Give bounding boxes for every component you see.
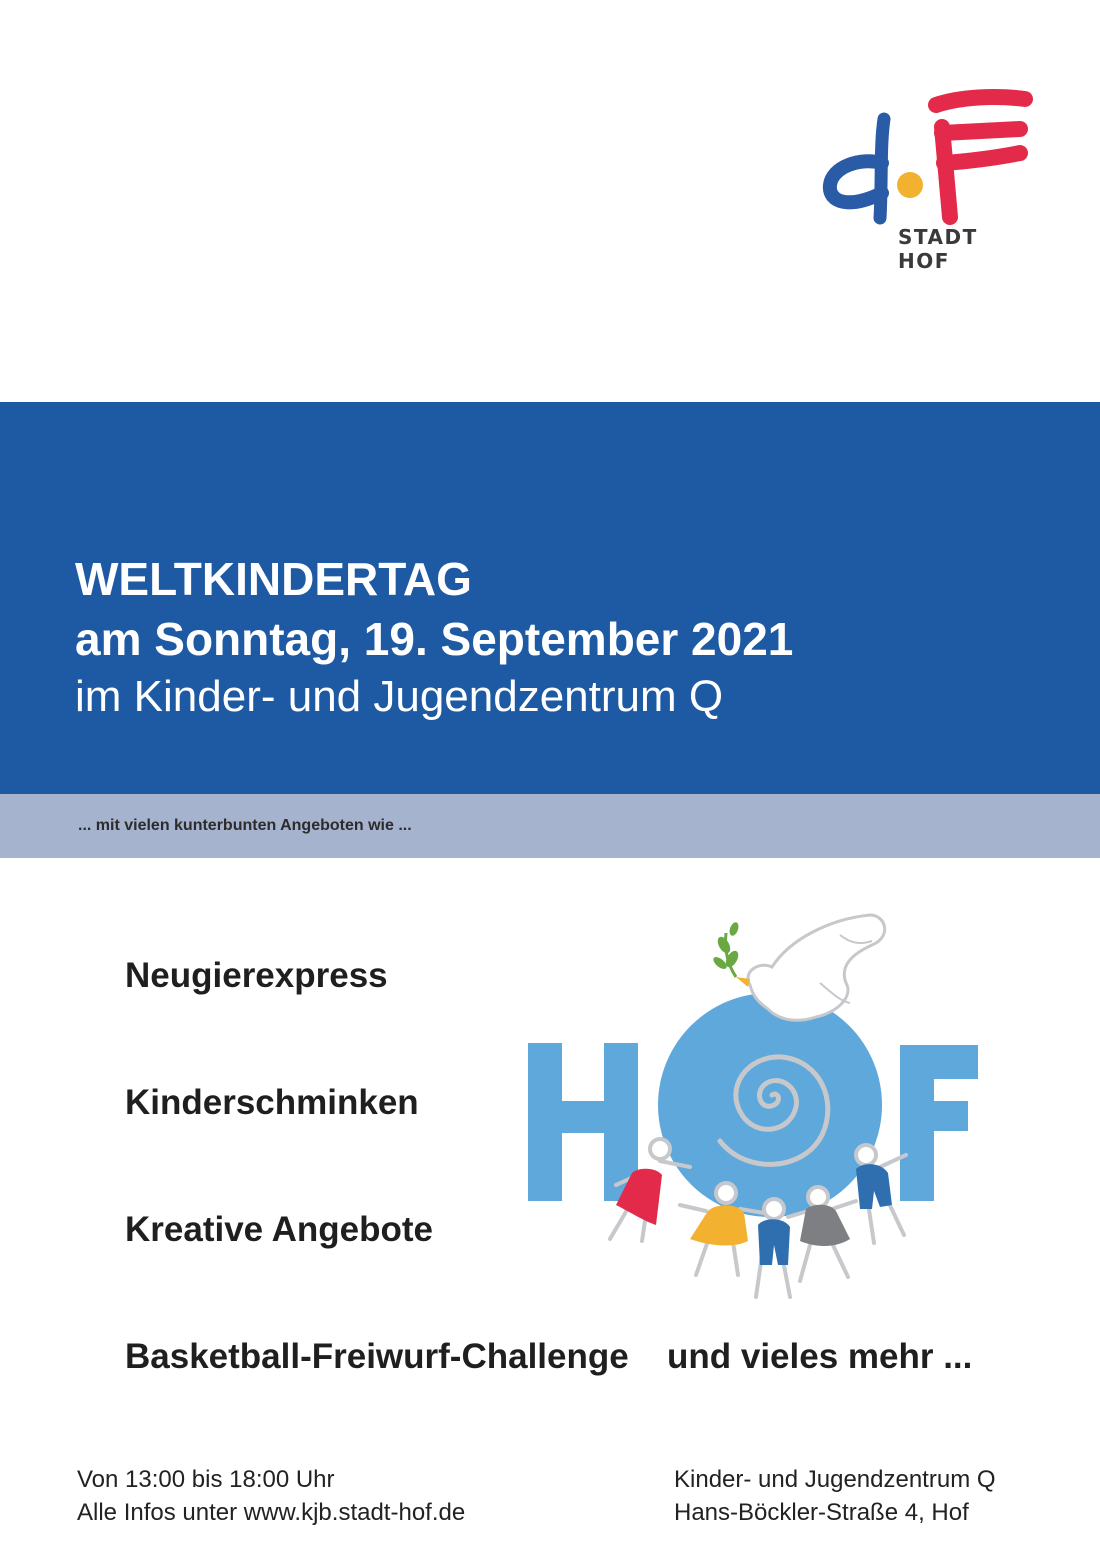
- city-name: STADT HOF: [898, 225, 978, 273]
- offer-item: Basketball-Freiwurf-Challenge: [125, 1337, 629, 1376]
- intro-text: ... mit vielen kunterbunten Angeboten wie ...: [78, 817, 412, 834]
- stadt-hof-logo: [820, 85, 1035, 273]
- dove-globe-children-icon: [520, 905, 990, 1315]
- event-date: am Sonntag, 19. September 2021: [75, 613, 794, 665]
- info-link-text: Alle Infos unter www.kjb.stadt-hof.de: [77, 1499, 466, 1526]
- venue-name: Kinder- und Jugendzentrum Q: [674, 1466, 996, 1493]
- offer-item: Neugierexpress: [125, 956, 388, 995]
- offer-item: Kreative Angebote: [125, 1210, 433, 1249]
- offer-item: Kinderschminken: [125, 1083, 419, 1122]
- offer-more: und vieles mehr ...: [667, 1337, 973, 1376]
- event-venue: im Kinder- und Jugendzentrum Q: [75, 672, 724, 721]
- title-band: [0, 402, 1100, 794]
- hof-wordmark-icon: [820, 85, 1035, 225]
- event-title: WELTKINDERTAG: [75, 553, 472, 605]
- opening-hours: Von 13:00 bis 18:00 Uhr: [77, 1466, 335, 1493]
- venue-address: Hans-Böckler-Straße 4, Hof: [674, 1499, 969, 1526]
- weltkindertag-logo: [520, 905, 990, 1315]
- intro-band: [0, 794, 1100, 858]
